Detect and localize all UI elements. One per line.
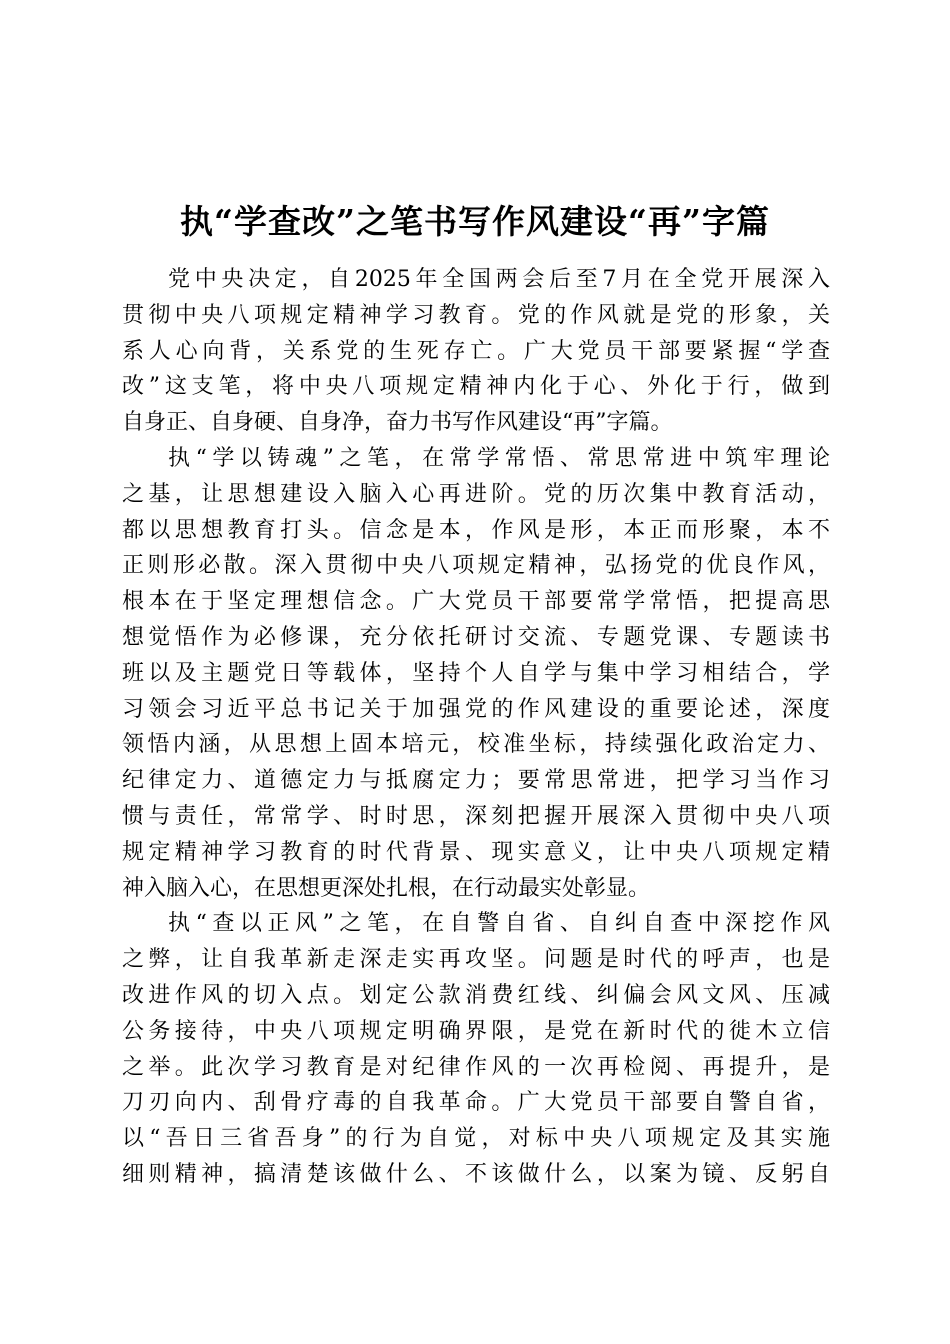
text-line: 执“查以正风”之笔，在自警自省、自纠自查中深挖作风	[168, 911, 830, 937]
text-line: 贯彻中央八项规定精神学习教育。党的作风就是党的形象，关	[122, 302, 830, 328]
text-line: 自身正、自身硬、自身净，奋力书写作风建设“再”字篇。	[122, 410, 673, 436]
document-title: 执“学查改”之笔书写作风建设“再”字篇	[180, 202, 770, 241]
text-line: 规定精神学习教育的时代背景、现实意义，让中央八项规定精	[122, 839, 830, 865]
text-line: 系人心向背，关系党的生死存亡。广大党员干部要紧握“学查	[122, 338, 830, 364]
text-line: 根本在于坚定理想信念。广大党员干部要常学常悟，把提高思	[122, 589, 830, 615]
document-body	[122, 262, 830, 1193]
text-line: 之举。此次学习教育是对纪律作风的一次再检阅、再提升，是	[122, 1054, 830, 1080]
text-line: 改进作风的切入点。划定公款消费红线、纠偏会风文风、压减	[122, 982, 830, 1008]
paragraph-study	[122, 441, 830, 906]
text-line: 之弊，让自我革新走深走实再攻坚。问题是时代的呼声，也是	[122, 947, 830, 973]
text-line: 公务接待，中央八项规定明确界限，是党在新时代的徙木立信	[122, 1018, 830, 1044]
text-line: 想觉悟作为必修课，充分依托研讨交流、专题党课、专题读书	[122, 624, 830, 650]
text-line: 正则形必散。深入贯彻中央八项规定精神，弘扬党的优良作风，	[122, 553, 830, 579]
text-line: 惯与责任，常常学、时时思，深刻把握开展深入贯彻中央八项	[122, 803, 830, 829]
paragraph-intro	[122, 262, 830, 441]
paragraph-inspect	[122, 906, 830, 1192]
text-line: 纪律定力、道德定力与抵腐定力；要常思常进，把学习当作习	[122, 768, 830, 794]
text-line: 之基，让思想建设入脑入心再进阶。党的历次集中教育活动，	[122, 481, 830, 507]
text-line: 细则精神，搞清楚该做什么、不该做什么，以案为镜、反躬自	[122, 1161, 830, 1187]
text-line: 神入脑入心，在思想更深处扎根，在行动最实处彰显。	[122, 875, 651, 901]
text-line: 党中央决定，自2025年全国两会后至7月在全党开展深入	[168, 267, 830, 292]
text-line: 执“学以铸魂”之笔，在常学常悟、常思常进中筑牢理论	[168, 445, 830, 471]
text-line: 以“吾日三省吾身”的行为自觉，对标中央八项规定及其实施	[122, 1126, 830, 1152]
text-line: 都以思想教育打头。信念是本，作风是形，本正而形聚，本不	[122, 517, 830, 543]
text-line: 习领会习近平总书记关于加强党的作风建设的重要论述，深度	[122, 696, 830, 722]
text-line: 班以及主题党日等载体，坚持个人自学与集中学习相结合，学	[122, 660, 830, 686]
text-line: 改”这支笔，将中央八项规定精神内化于心、外化于行，做到	[122, 374, 830, 400]
text-line: 刀刃向内、刮骨疗毒的自我革命。广大党员干部要自警自省，	[122, 1090, 830, 1116]
text-line: 领悟内涵，从思想上固本培元，校准坐标，持续强化政治定力、	[122, 732, 830, 758]
